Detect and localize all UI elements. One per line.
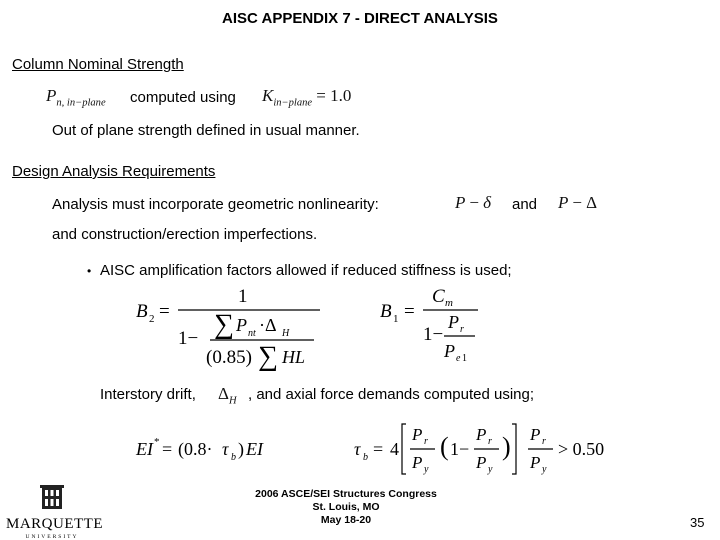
bullet-icon: • <box>87 264 92 278</box>
svg-text:b: b <box>231 452 236 463</box>
svg-text:∑: ∑ <box>258 341 278 372</box>
svg-text:B: B <box>136 301 148 322</box>
delta-h-formula: $\Delta_H$ <box>218 384 237 407</box>
svg-text:P: P <box>476 453 487 472</box>
svg-text:τ: τ <box>354 439 361 459</box>
svg-text:=: = <box>162 439 173 459</box>
svg-text:): ) <box>502 432 511 461</box>
p-delta-small-formula: P − δ <box>455 193 492 212</box>
svg-text:y: y <box>424 464 429 475</box>
svg-text:·Δ: ·Δ <box>259 315 277 335</box>
svg-text:y: y <box>488 464 493 475</box>
svg-text:e: e <box>456 353 461 364</box>
footer-line-2: St. Louis, MO <box>312 501 380 513</box>
svg-text:): ) <box>238 439 244 459</box>
svg-text:r: r <box>424 436 428 447</box>
svg-text:EI: EI <box>246 439 263 459</box>
svg-text:P: P <box>530 453 541 472</box>
svg-text:C: C <box>432 286 445 307</box>
svg-text:2: 2 <box>149 313 155 325</box>
svg-text:EI: EI <box>136 439 153 459</box>
footer-line-1: 2006 ASCE/SEI Structures Congress <box>255 488 437 500</box>
and-text: and <box>512 196 538 213</box>
axial-force-text: , and axial force demands computed using; <box>248 386 535 403</box>
svg-text:*: * <box>154 436 160 448</box>
svg-text:P: P <box>448 312 459 332</box>
conference-footer <box>230 488 462 527</box>
svg-text:r: r <box>542 436 546 447</box>
interstory-text: Interstory drift, <box>100 386 196 403</box>
marquette-crest-icon <box>6 485 98 511</box>
svg-text:HL: HL <box>282 347 306 367</box>
svg-text:> 0.50: > 0.50 <box>558 439 605 459</box>
svg-text:1−: 1− <box>450 439 470 459</box>
university-wordmark: UNIVERSITY <box>25 534 79 540</box>
svg-text:P: P <box>530 425 541 444</box>
pn-in-plane-formula: $P_{n, in-plane}$ <box>46 86 106 109</box>
footer-line-3: May 18-20 <box>320 514 372 526</box>
svg-text:τ: τ <box>222 439 229 459</box>
amplification-formulas <box>130 282 630 374</box>
svg-text:1−: 1− <box>423 324 444 345</box>
svg-text:r: r <box>488 436 492 447</box>
svg-text:P: P <box>444 341 455 361</box>
computed-using-text: computed using <box>130 89 236 106</box>
svg-text:H: H <box>282 328 290 339</box>
svg-text:4: 4 <box>390 439 399 459</box>
svg-text:P: P <box>476 425 487 444</box>
page-number: 35 <box>690 515 705 530</box>
svg-text:∑: ∑ <box>214 309 234 340</box>
svg-text:=: = <box>373 439 384 459</box>
svg-text:(0.85): (0.85) <box>206 347 252 368</box>
svg-text:(: ( <box>440 432 449 461</box>
stiffness-formulas <box>130 414 610 480</box>
svg-text:=: = <box>404 301 415 322</box>
design-requirements-heading: Design Analysis Requirements <box>12 163 216 180</box>
svg-text:P: P <box>412 425 423 444</box>
svg-text:1: 1 <box>393 313 399 325</box>
k-in-plane-formula: $K_{in-plane} = 1.0$ <box>262 86 352 109</box>
svg-text:P: P <box>412 453 423 472</box>
svg-text:m: m <box>445 297 453 309</box>
p-delta-large-formula: P − Δ <box>558 193 598 212</box>
marquette-wordmark: MARQUETTE <box>6 516 103 532</box>
svg-text:(0.8·: (0.8· <box>178 439 213 459</box>
b2-formula <box>136 286 320 372</box>
svg-text:P: P <box>236 315 247 335</box>
slide-title: AISC APPENDIX 7 - DIRECT ANALYSIS <box>222 10 498 27</box>
svg-text:1: 1 <box>462 353 467 364</box>
out-of-plane-text: Out of plane strength defined in usual manner. <box>52 122 360 139</box>
svg-text:nt: nt <box>248 328 256 339</box>
b1-formula <box>380 286 478 364</box>
svg-text:b: b <box>363 452 368 463</box>
imperfections-text: and construction/erection imperfections. <box>52 226 318 243</box>
marquette-logo <box>6 485 103 540</box>
amplification-bullet-text: AISC amplification factors allowed if reduced stiffness is used; <box>100 262 512 279</box>
column-strength-heading: Column Nominal Strength <box>12 56 184 73</box>
svg-text:r: r <box>460 324 464 335</box>
svg-text:1−: 1− <box>178 328 199 349</box>
svg-text:=: = <box>159 301 170 322</box>
svg-text:B: B <box>380 301 392 322</box>
svg-text:y: y <box>542 464 547 475</box>
ei-star-formula <box>135 436 264 463</box>
svg-text:1: 1 <box>238 286 248 307</box>
analysis-text: Analysis must incorporate geometric nonlinearity: <box>52 196 379 213</box>
tau-b-formula <box>354 424 604 475</box>
